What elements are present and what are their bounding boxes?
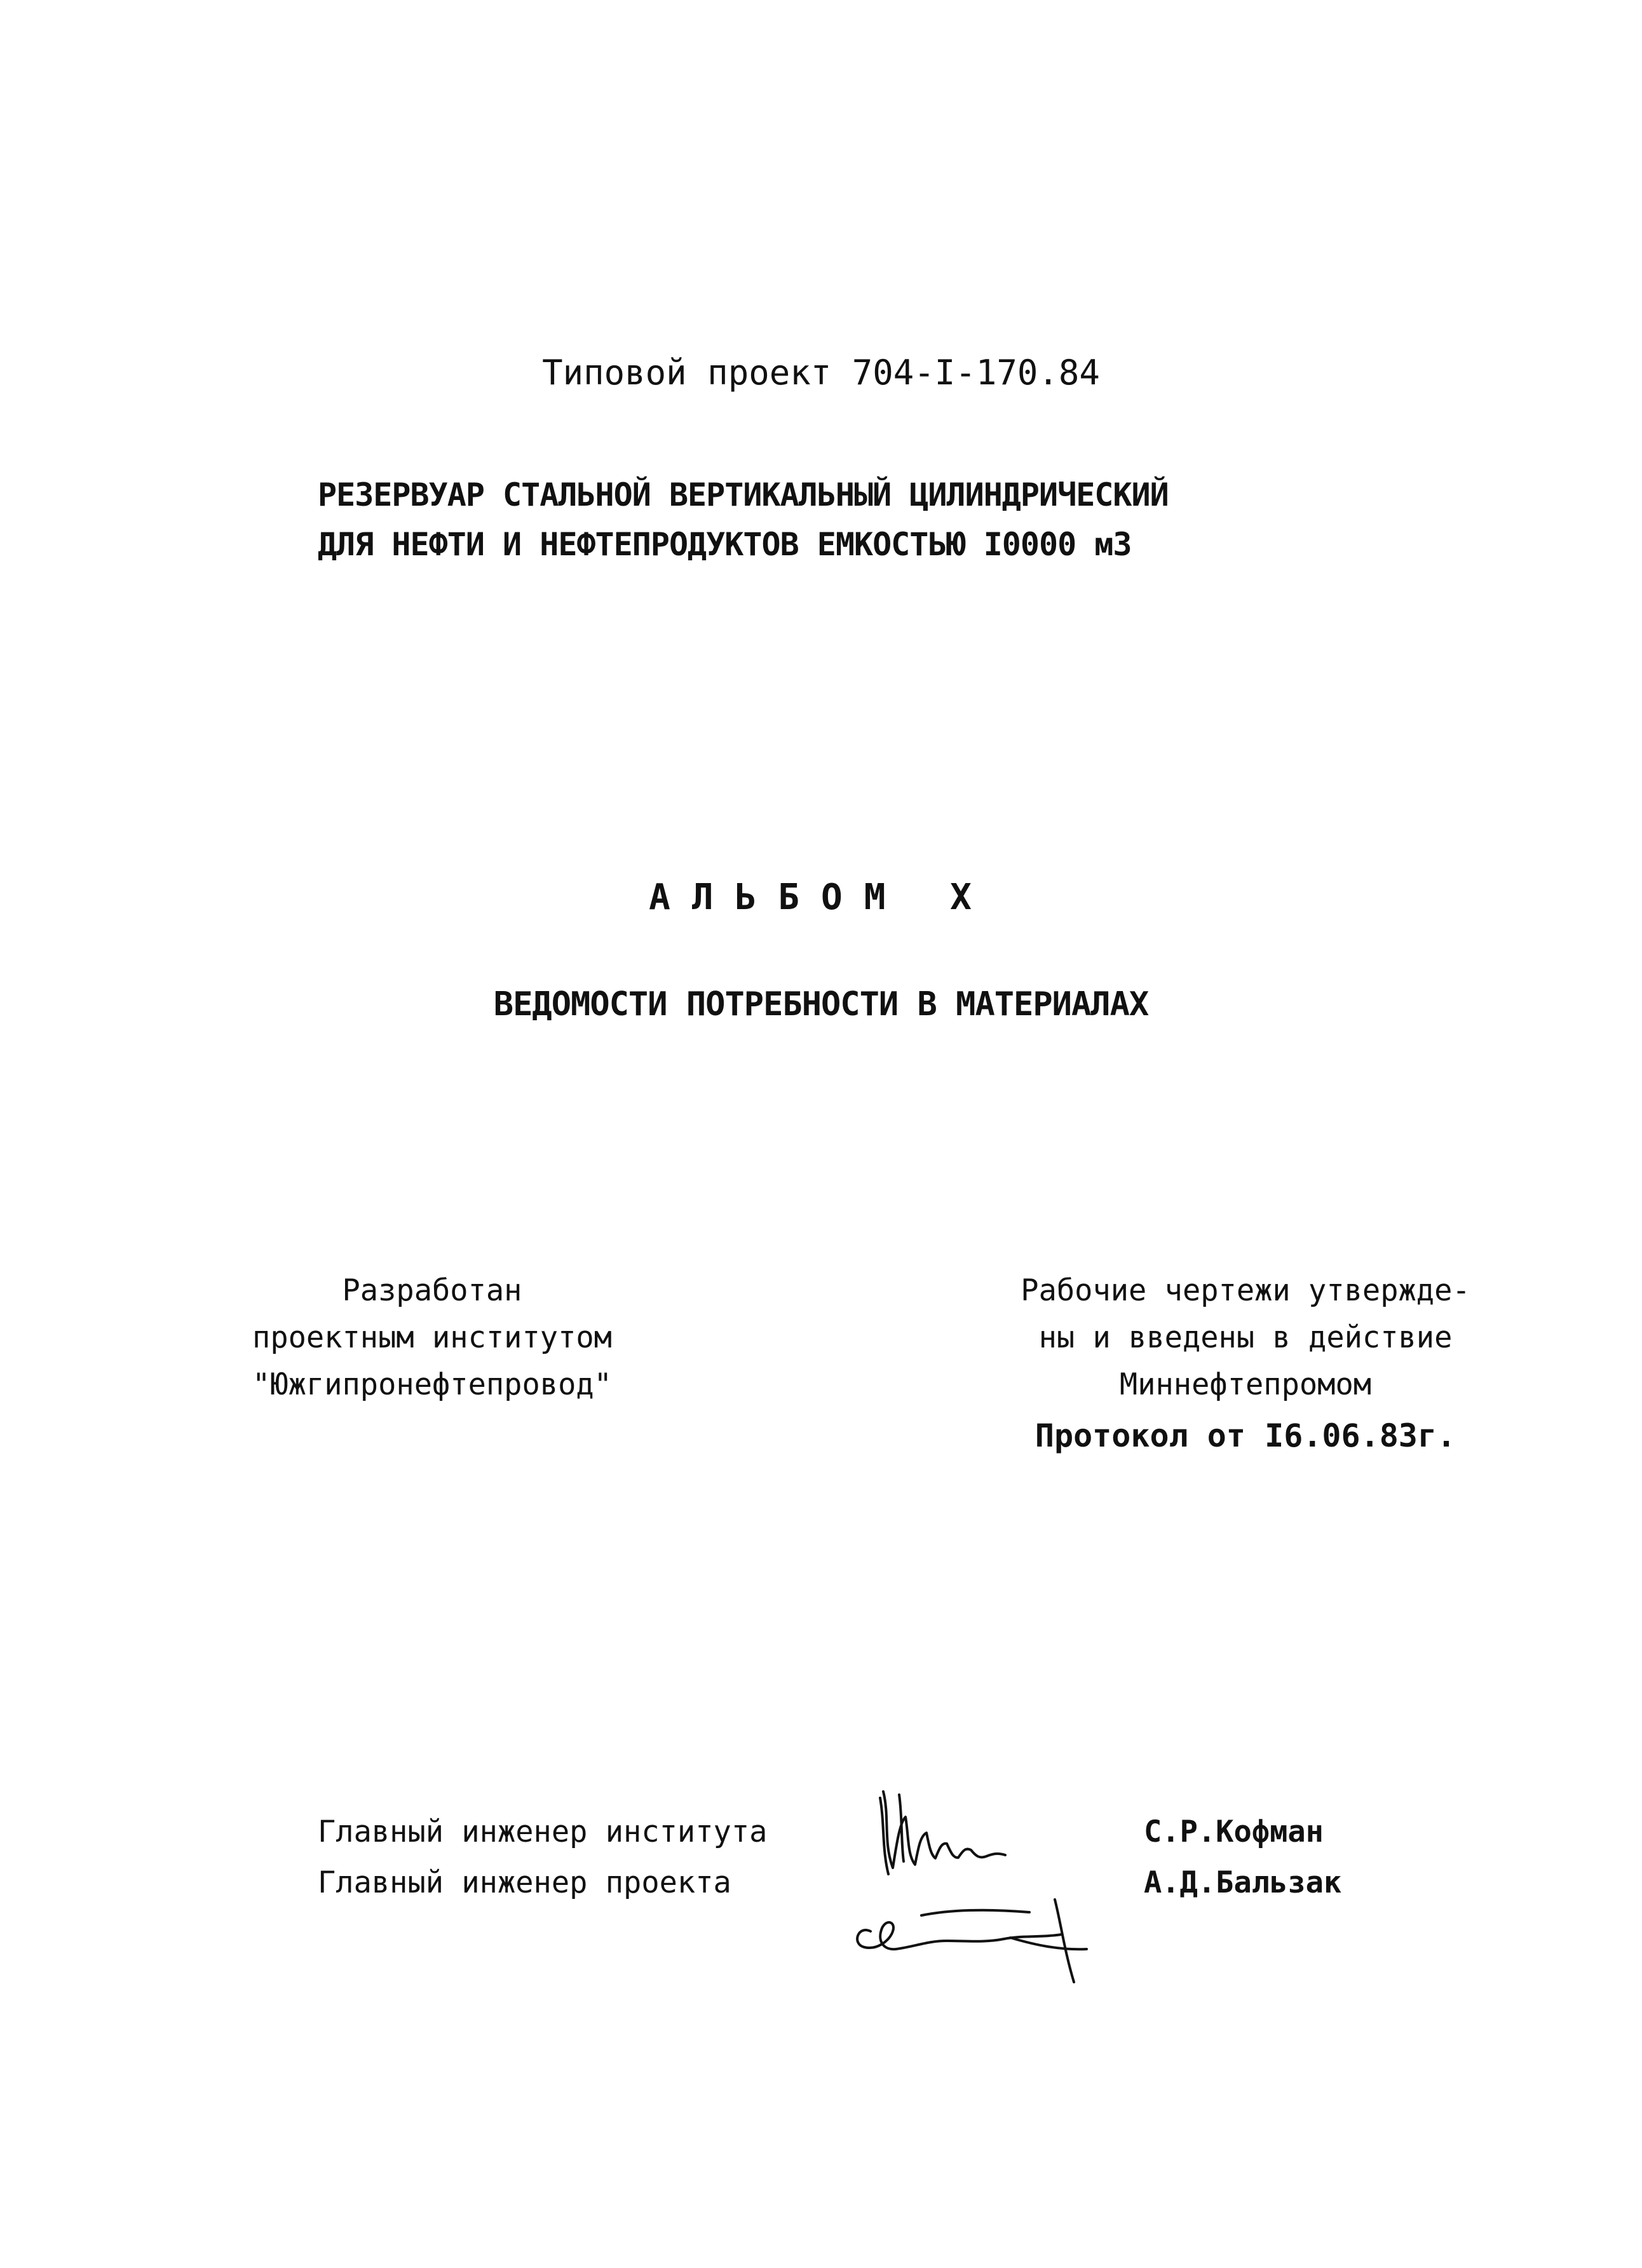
album-subtitle: ВЕДОМОСТИ ПОТРЕБНОСТИ В МАТЕРИАЛАХ — [493, 985, 1149, 1023]
approval-line-1: Рабочие чертежи утвержде- — [1021, 1273, 1470, 1308]
approval-line-2: ны и введены в действие — [1038, 1320, 1453, 1355]
developed-by-line-1: Разработан — [342, 1273, 522, 1308]
signature-role: Главный инженер проекта — [318, 1865, 731, 1900]
project-number-line: Типовой проект 704-I-170.84 — [542, 353, 1100, 393]
signature-name: А.Д.Бальзак — [1144, 1865, 1342, 1900]
title-line-2: ДЛЯ НЕФТИ И НЕФТЕПРОДУКТОВ ЕМКОСТЬЮ I0000 м3 — [318, 526, 1132, 563]
approval-block — [991, 1267, 1500, 1452]
developed-by-line-3: "Южгипронефтепровод" — [252, 1367, 612, 1402]
title-line-1: РЕЗЕРВУАР СТАЛЬНОЙ ВЕРТИКАЛЬНЫЙ ЦИЛИНДРИЧЕСКИЙ — [318, 476, 1169, 513]
approval-protocol: Протокол от I6.06.83г. — [1035, 1417, 1456, 1454]
album-title: АЛЬБОМ X — [649, 877, 993, 918]
signature-name: С.Р.Кофман — [1144, 1814, 1324, 1849]
developed-by-block — [210, 1267, 655, 1408]
signature-role: Главный инженер института — [318, 1814, 768, 1849]
document-title — [318, 470, 1398, 569]
developed-by-line-2: проектным институтом — [252, 1320, 612, 1355]
signature-block — [318, 1814, 1462, 2008]
approval-line-3: Миннефтепромом — [1119, 1367, 1372, 1402]
